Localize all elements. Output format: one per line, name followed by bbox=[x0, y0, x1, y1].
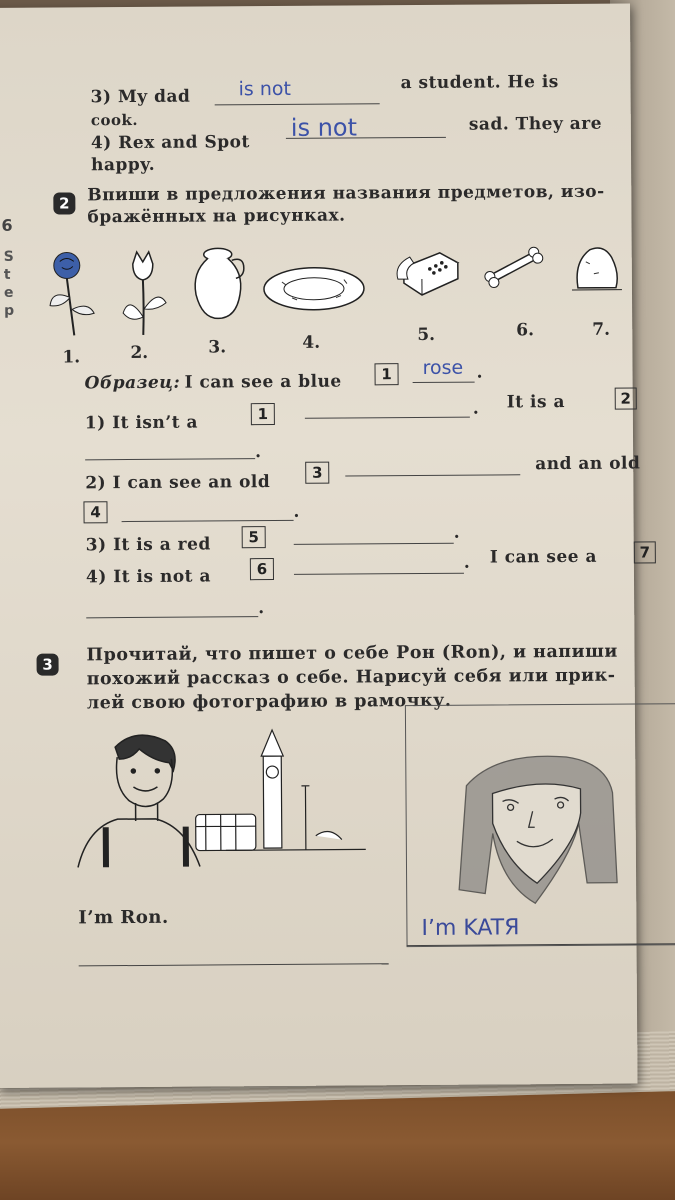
ron-caption: I’m Ron. bbox=[78, 906, 169, 929]
ex2-s4-prefix: 4) It is not a bbox=[85, 566, 211, 588]
ex2-s1-prefix: 1) It isn’t a bbox=[84, 412, 199, 434]
bone-picture bbox=[482, 244, 547, 289]
drawing-caption: I’m KATЯ bbox=[421, 915, 520, 942]
photo-frame[interactable] bbox=[405, 703, 675, 947]
picture-number-4: 4. bbox=[302, 332, 321, 353]
ex2-s1-blank2[interactable] bbox=[85, 458, 255, 460]
ex3-instruction-line1: Прочитай, что пишет о себе Рон (Ron), и напиши bbox=[86, 641, 618, 666]
ex2-s2-suffix: and an old bbox=[535, 453, 641, 475]
sample-blank bbox=[413, 382, 475, 383]
ex2-s3-dot: . bbox=[453, 522, 461, 543]
child-drawing bbox=[436, 745, 637, 916]
picture-number-7: 7. bbox=[592, 319, 611, 340]
ex1-line3-prefix: 3) My dad bbox=[90, 86, 191, 108]
sample-dot: . bbox=[476, 362, 484, 383]
sample-label: Образец: bbox=[84, 372, 181, 394]
ex1-line3-answer: is not bbox=[238, 77, 291, 101]
rose-picture bbox=[42, 247, 103, 337]
tulip-picture bbox=[117, 247, 178, 337]
picture-number-5: 5. bbox=[417, 324, 436, 346]
picture-number-3: 3. bbox=[208, 337, 227, 358]
ex2-s1-box2: 2 bbox=[615, 387, 637, 409]
picture-number-1: 1. bbox=[62, 347, 81, 368]
ex2-s4-blank[interactable] bbox=[294, 573, 464, 575]
ex2-s4-dot: . bbox=[463, 552, 471, 573]
ex2-s2-blank[interactable] bbox=[345, 474, 520, 476]
picture-number-2: 2. bbox=[130, 342, 149, 364]
exercise-2-badge: 2 bbox=[53, 192, 75, 214]
exercise-3-badge: 3 bbox=[37, 654, 59, 676]
ron-illustration bbox=[75, 725, 366, 872]
ex2-s1-dot2: . bbox=[255, 442, 262, 463]
ex2-s1-dot: . bbox=[472, 398, 480, 419]
ex1-line3-cont: cook. bbox=[90, 110, 139, 130]
ex2-s2-box2: 4 bbox=[83, 501, 107, 523]
stone-picture bbox=[572, 244, 622, 299]
ex2-s4-suffix: I can see a bbox=[489, 546, 598, 568]
ex1-line4-answer: is not bbox=[290, 113, 358, 142]
telephone-picture bbox=[394, 249, 464, 299]
ex2-s4-box2: 7 bbox=[634, 541, 656, 563]
ex2-instruction-line2: бражённых на рисунках. bbox=[87, 205, 346, 228]
side-step-label: S t e p bbox=[3, 248, 15, 319]
ex1-line3-blank bbox=[215, 103, 380, 105]
ex2-s2-dot: . bbox=[293, 501, 301, 522]
picture-number-6: 6. bbox=[516, 320, 535, 341]
plate-picture bbox=[262, 263, 367, 314]
vase-picture bbox=[190, 244, 251, 324]
workbook-page bbox=[0, 4, 651, 1088]
ex2-s2-box: 3 bbox=[305, 462, 329, 484]
ex2-s3-prefix: 3) It is a red bbox=[85, 534, 211, 556]
side-page-number: 6 bbox=[1, 215, 13, 235]
ex1-line4-suffix: sad. They are bbox=[468, 113, 603, 135]
ex2-s1-box: 1 bbox=[251, 403, 275, 425]
ex2-s1-blank[interactable] bbox=[305, 417, 470, 419]
ex2-s2-blank2[interactable] bbox=[122, 520, 294, 522]
ron-story-blank[interactable] bbox=[79, 963, 389, 966]
sample-answer: rose bbox=[422, 356, 464, 379]
ex3-instruction-line3: лей свою фотографию в рамочку. bbox=[86, 690, 452, 714]
ex2-s1-suffix: It is a bbox=[506, 391, 566, 413]
ex2-s2-prefix: 2) I can see an old bbox=[85, 472, 271, 494]
ex1-line4-cont: happy. bbox=[91, 154, 156, 176]
ex2-s4-blank2[interactable] bbox=[86, 616, 258, 618]
ex2-s4-dot2: . bbox=[258, 598, 265, 619]
sample-number-box: 1 bbox=[374, 363, 398, 385]
ex2-s3-box: 5 bbox=[242, 526, 266, 548]
ex2-s4-box: 6 bbox=[250, 558, 274, 580]
ex1-line3-suffix: a student. He is bbox=[400, 72, 559, 94]
ex1-line4-prefix: 4) Rex and Spot bbox=[90, 132, 250, 154]
ex3-instruction-line2: похожий рассказ о себе. Нарисуй себя или прик- bbox=[86, 665, 616, 690]
sample-text: I can see a blue bbox=[184, 371, 342, 393]
ex2-s3-blank[interactable] bbox=[294, 543, 454, 545]
ex2-instruction-line1: Впиши в предложения названия предметов, изо- bbox=[87, 181, 605, 206]
